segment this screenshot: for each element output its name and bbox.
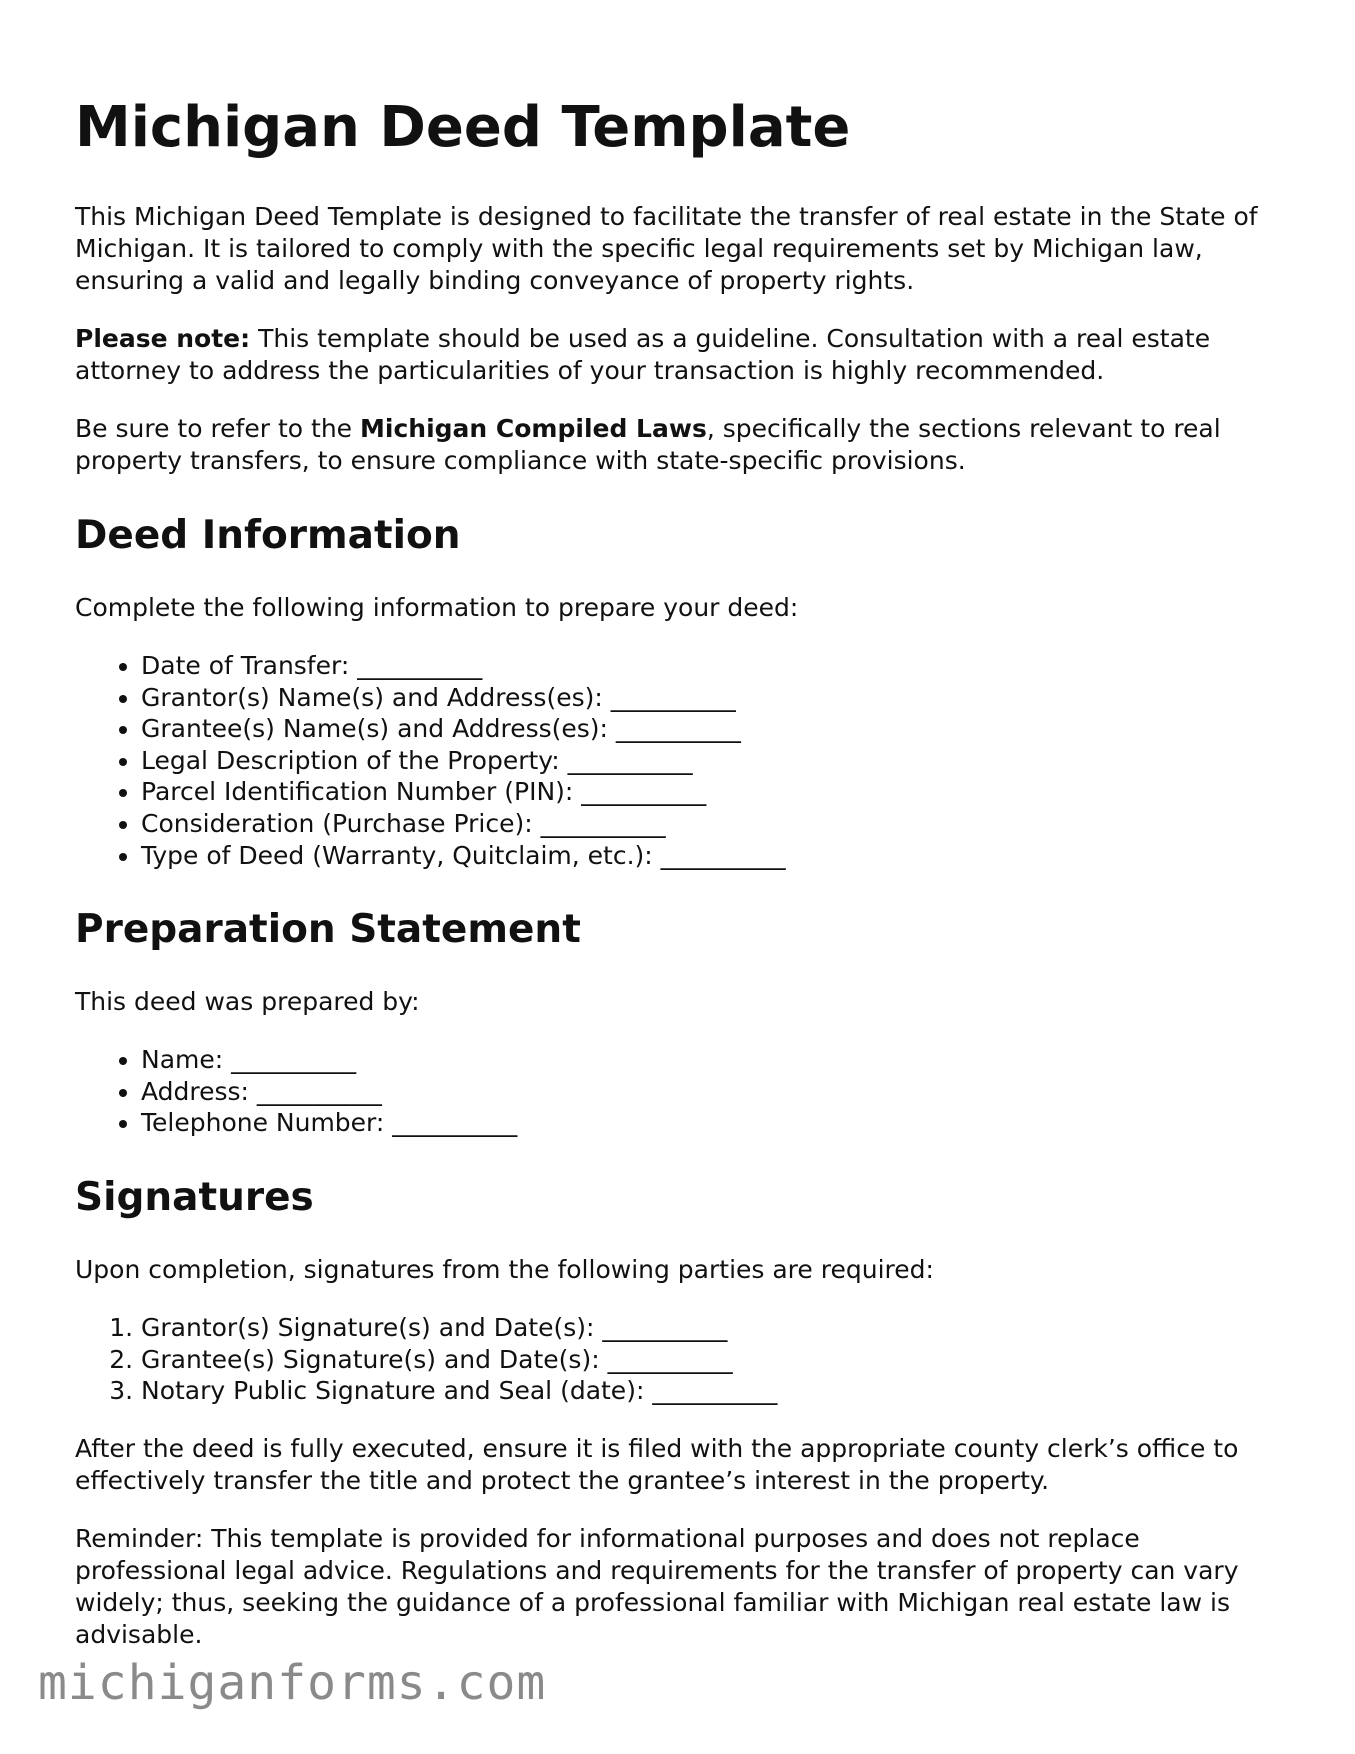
deed-info-item-pin: • Parcel Identification Number (PIN): __________ bbox=[141, 776, 1295, 808]
signatures-item-notary: 3. Notary Public Signature and Seal (date): __________ bbox=[141, 1375, 1295, 1407]
site-watermark: michiganforms.com bbox=[38, 1655, 547, 1711]
preparation-list bbox=[75, 1044, 1295, 1139]
signatures-item-grantor: 1. Grantor(s) Signature(s) and Date(s): __________ bbox=[141, 1312, 1295, 1344]
note-text: This template should be used as a guideline. Consultation with a real estate attorney to address the particularities of your transaction is highly recommended. bbox=[75, 324, 1211, 385]
laws-bold: Michigan Compiled Laws bbox=[360, 414, 707, 443]
preparation-item-name: • Name: __________ bbox=[141, 1044, 1295, 1076]
preparation-heading: Preparation Statement bbox=[75, 907, 581, 953]
signatures-heading: Signatures bbox=[75, 1174, 314, 1220]
note-paragraph bbox=[75, 323, 1295, 387]
deed-info-lead: Complete the following information to prepare your deed: bbox=[75, 593, 799, 622]
laws-paragraph bbox=[75, 413, 1295, 477]
signatures-list bbox=[75, 1312, 1295, 1407]
intro-paragraph: This Michigan Deed Template is designed to facilitate the transfer of real estate in the State of Michigan. It is tailored to comply with the specific legal requirements set by Michigan law, ensuring a valid and legally binding conveyance of property rights. bbox=[75, 202, 1258, 295]
deed-info-item-grantee: • Grantee(s) Name(s) and Address(es): __________ bbox=[141, 713, 1295, 745]
laws-post: , specifically the sections relevant to real property transfers, to ensure compliance with state-specific provisions. bbox=[75, 414, 1221, 475]
deed-info-list bbox=[75, 650, 1295, 871]
laws-pre: Be sure to refer to the bbox=[75, 414, 360, 443]
preparation-item-address: • Address: __________ bbox=[141, 1076, 1295, 1108]
deed-info-item-grantor: • Grantor(s) Name(s) and Address(es): __________ bbox=[141, 682, 1295, 714]
deed-info-item-deed-type: • Type of Deed (Warranty, Quitclaim, etc.): __________ bbox=[141, 840, 1295, 872]
deed-info-heading: Deed Information bbox=[75, 513, 461, 558]
preparation-lead: This deed was prepared by: bbox=[75, 987, 420, 1017]
signatures-lead: Upon completion, signatures from the following parties are required: bbox=[75, 1254, 934, 1284]
signatures-item-grantee: 2. Grantee(s) Signature(s) and Date(s): __________ bbox=[141, 1344, 1295, 1376]
filing-paragraph: After the deed is fully executed, ensure it is filed with the appropriate county clerk’s office to effectively transfer the title and protect the grantee’s interest in the property. bbox=[75, 1433, 1239, 1495]
deed-info-item-consideration: • Consideration (Purchase Price): __________ bbox=[141, 808, 1295, 840]
deed-info-item-date: • Date of Transfer: __________ bbox=[141, 650, 1295, 682]
note-label: Please note: bbox=[75, 324, 251, 353]
deed-info-item-legal-description: • Legal Description of the Property: __________ bbox=[141, 745, 1295, 777]
document-page bbox=[75, 95, 1295, 1677]
preparation-item-telephone: • Telephone Number: __________ bbox=[141, 1107, 1295, 1139]
page-title: Michigan Deed Template bbox=[75, 95, 851, 160]
reminder-paragraph: Reminder: This template is provided for informational purposes and does not replace professional legal advice. Regulations and requirements for the transfer of property can vary widely; thus, seeking the guidance of a professional familiar with Michigan real estate law is advisable. bbox=[75, 1523, 1239, 1649]
